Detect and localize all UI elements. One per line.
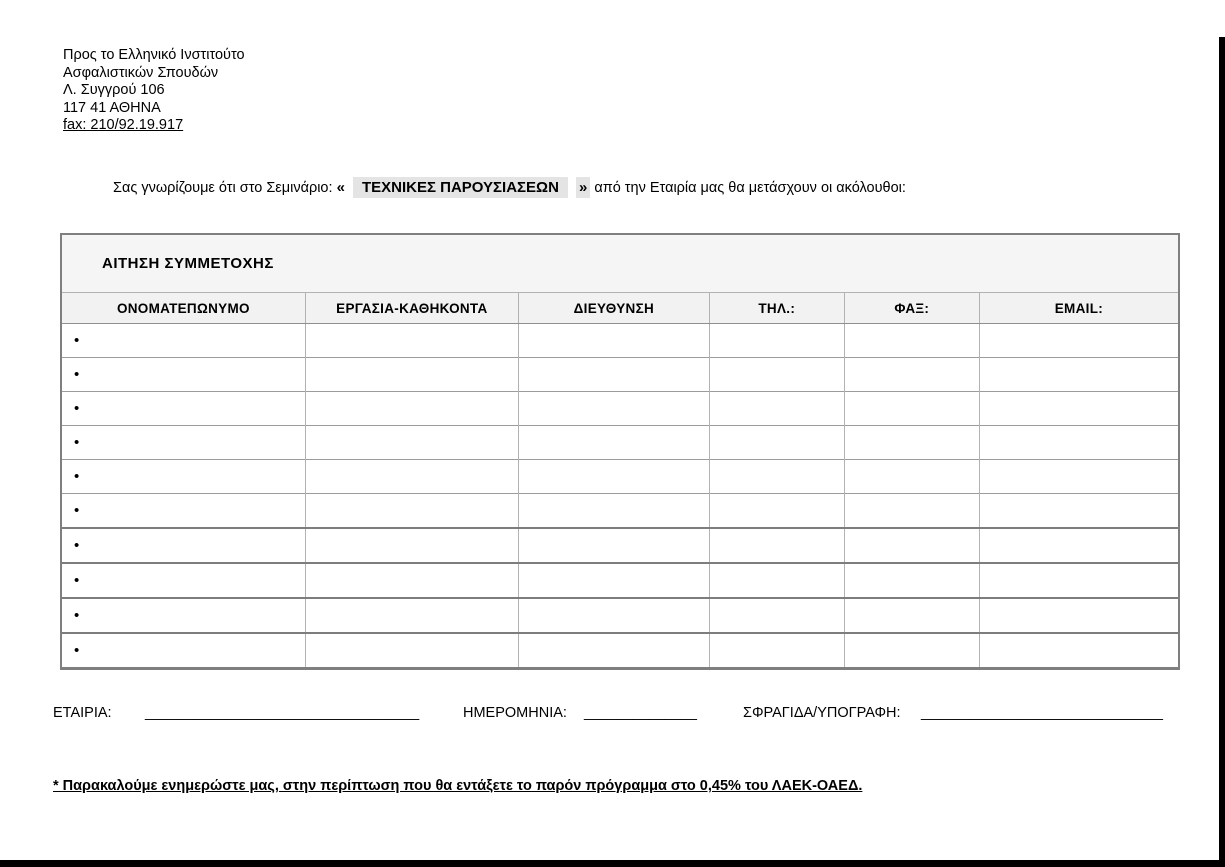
participation-table bbox=[60, 233, 1180, 670]
empty-cell bbox=[518, 358, 709, 392]
date-blank-line: ______________ bbox=[584, 705, 697, 721]
empty-cell bbox=[979, 528, 1178, 563]
col-header-name: ΟΝΟΜΑΤΕΠΩΝΥΜΟ bbox=[62, 293, 305, 324]
empty-cell bbox=[844, 528, 979, 563]
empty-cell bbox=[305, 528, 518, 563]
bullet-cell: • bbox=[62, 358, 305, 392]
close-quote: » bbox=[576, 177, 590, 198]
empty-cell bbox=[844, 598, 979, 633]
empty-cell bbox=[979, 392, 1178, 426]
empty-cell bbox=[305, 426, 518, 460]
bullet-cell: • bbox=[62, 392, 305, 426]
scan-edge-bottom bbox=[0, 860, 1225, 867]
empty-cell bbox=[844, 358, 979, 392]
table-row bbox=[62, 426, 1178, 460]
bullet-cell: • bbox=[62, 494, 305, 529]
table-row bbox=[62, 528, 1178, 563]
empty-cell bbox=[518, 563, 709, 598]
recipient-line: Λ. Συγγρού 106 bbox=[63, 82, 165, 98]
table-row bbox=[62, 460, 1178, 494]
bullet-cell: • bbox=[62, 528, 305, 563]
empty-cell bbox=[709, 598, 844, 633]
table-title: ΑΙΤΗΣΗ ΣΥΜΜΕΤΟΧΗΣ bbox=[62, 235, 1178, 293]
seminar-title: ΤΕΧΝΙΚΕΣ ΠΑΡΟΥΣΙΑΣΕΩΝ bbox=[353, 177, 568, 198]
empty-cell bbox=[305, 598, 518, 633]
empty-cell bbox=[979, 494, 1178, 529]
empty-cell bbox=[305, 358, 518, 392]
col-header-job: ΕΡΓΑΣΙΑ-ΚΑΘΗΚΟΝΤΑ bbox=[305, 293, 518, 324]
empty-cell bbox=[305, 392, 518, 426]
empty-cell bbox=[305, 563, 518, 598]
stamp-blank-line: ______________________________ bbox=[921, 705, 1163, 721]
empty-cell bbox=[979, 324, 1178, 358]
bullet-cell: • bbox=[74, 332, 80, 349]
empty-cell bbox=[709, 392, 844, 426]
empty-cell bbox=[844, 324, 979, 358]
table-row bbox=[62, 563, 1178, 598]
empty-cell bbox=[844, 563, 979, 598]
empty-cell bbox=[979, 598, 1178, 633]
bullet-cell: • bbox=[62, 460, 305, 494]
empty-cell bbox=[305, 324, 518, 358]
table-row bbox=[62, 392, 1178, 426]
empty-cell bbox=[518, 633, 709, 667]
empty-cell bbox=[709, 426, 844, 460]
empty-cell bbox=[844, 392, 979, 426]
empty-cell bbox=[979, 358, 1178, 392]
empty-cell bbox=[709, 633, 844, 667]
col-header-address: ΔΙΕΥΘΥΝΣΗ bbox=[518, 293, 709, 324]
company-blank-line: __________________________________ bbox=[145, 705, 420, 721]
intro-sentence bbox=[113, 179, 906, 196]
empty-cell bbox=[305, 633, 518, 667]
empty-cell bbox=[979, 460, 1178, 494]
open-quote: « bbox=[336, 179, 345, 196]
empty-cell bbox=[518, 598, 709, 633]
empty-cell bbox=[518, 392, 709, 426]
table-row bbox=[62, 598, 1178, 633]
company-label: ΕΤΑΙΡΙΑ: bbox=[53, 705, 112, 721]
empty-cell bbox=[518, 426, 709, 460]
table-row bbox=[62, 358, 1178, 392]
recipient-line: Ασφαλιστικών Σπουδών bbox=[63, 64, 219, 81]
recipient-fax: fax: 210/92.19.917 bbox=[63, 117, 184, 133]
scan-edge-right bbox=[1219, 37, 1225, 867]
empty-cell bbox=[709, 324, 844, 358]
empty-cell bbox=[979, 563, 1178, 598]
table-row bbox=[62, 494, 1178, 529]
table-row bbox=[62, 633, 1178, 667]
empty-cell bbox=[305, 494, 518, 529]
table-header-row bbox=[62, 293, 1178, 324]
empty-cell bbox=[844, 426, 979, 460]
empty-cell bbox=[709, 563, 844, 598]
recipient-line: 117 41 ΑΘΗΝΑ bbox=[63, 99, 161, 116]
intro-suffix: από την Εταιρία μας θα μετάσχουν οι ακόλουθοι: bbox=[594, 180, 906, 196]
empty-cell bbox=[305, 460, 518, 494]
col-header-fax: ΦΑΞ: bbox=[844, 293, 979, 324]
empty-cell bbox=[518, 460, 709, 494]
bullet-cell: • bbox=[62, 563, 305, 598]
col-header-email: EMAIL: bbox=[979, 293, 1178, 324]
empty-cell bbox=[844, 633, 979, 667]
date-label: ΗΜΕΡΟΜΗΝΙΑ: bbox=[463, 705, 567, 721]
empty-cell bbox=[518, 494, 709, 529]
participants-grid bbox=[62, 293, 1178, 667]
empty-cell bbox=[518, 324, 709, 358]
recipient-address bbox=[63, 47, 245, 135]
empty-cell bbox=[709, 528, 844, 563]
col-header-phone: ΤΗΛ.: bbox=[709, 293, 844, 324]
empty-cell bbox=[979, 426, 1178, 460]
empty-cell bbox=[518, 528, 709, 563]
empty-cell bbox=[709, 494, 844, 529]
table-body bbox=[62, 324, 1178, 668]
empty-cell bbox=[709, 460, 844, 494]
empty-cell bbox=[844, 494, 979, 529]
laek-footnote: * Παρακαλούμε ενημερώστε μας, στην περίπτωση που θα εντάξετε το παρόν πρόγραμμα στο 0,45% του ΛΑΕΚ-ΟΑΕΔ. bbox=[53, 778, 863, 794]
table-row bbox=[62, 324, 1178, 358]
bullet-cell: • bbox=[62, 598, 305, 633]
intro-prefix: Σας γνωρίζουμε ότι στο Σεμινάριο: bbox=[113, 180, 333, 196]
empty-cell bbox=[979, 633, 1178, 667]
empty-cell bbox=[709, 358, 844, 392]
bullet-cell: • bbox=[62, 426, 305, 460]
bullet-cell: • bbox=[62, 633, 305, 667]
stamp-signature-label: ΣΦΡΑΓΙΔΑ/ΥΠΟΓΡΑΦΗ: bbox=[743, 705, 901, 721]
empty-cell bbox=[844, 460, 979, 494]
recipient-line: Προς το Ελληνικό Ινστιτούτο bbox=[63, 47, 245, 63]
